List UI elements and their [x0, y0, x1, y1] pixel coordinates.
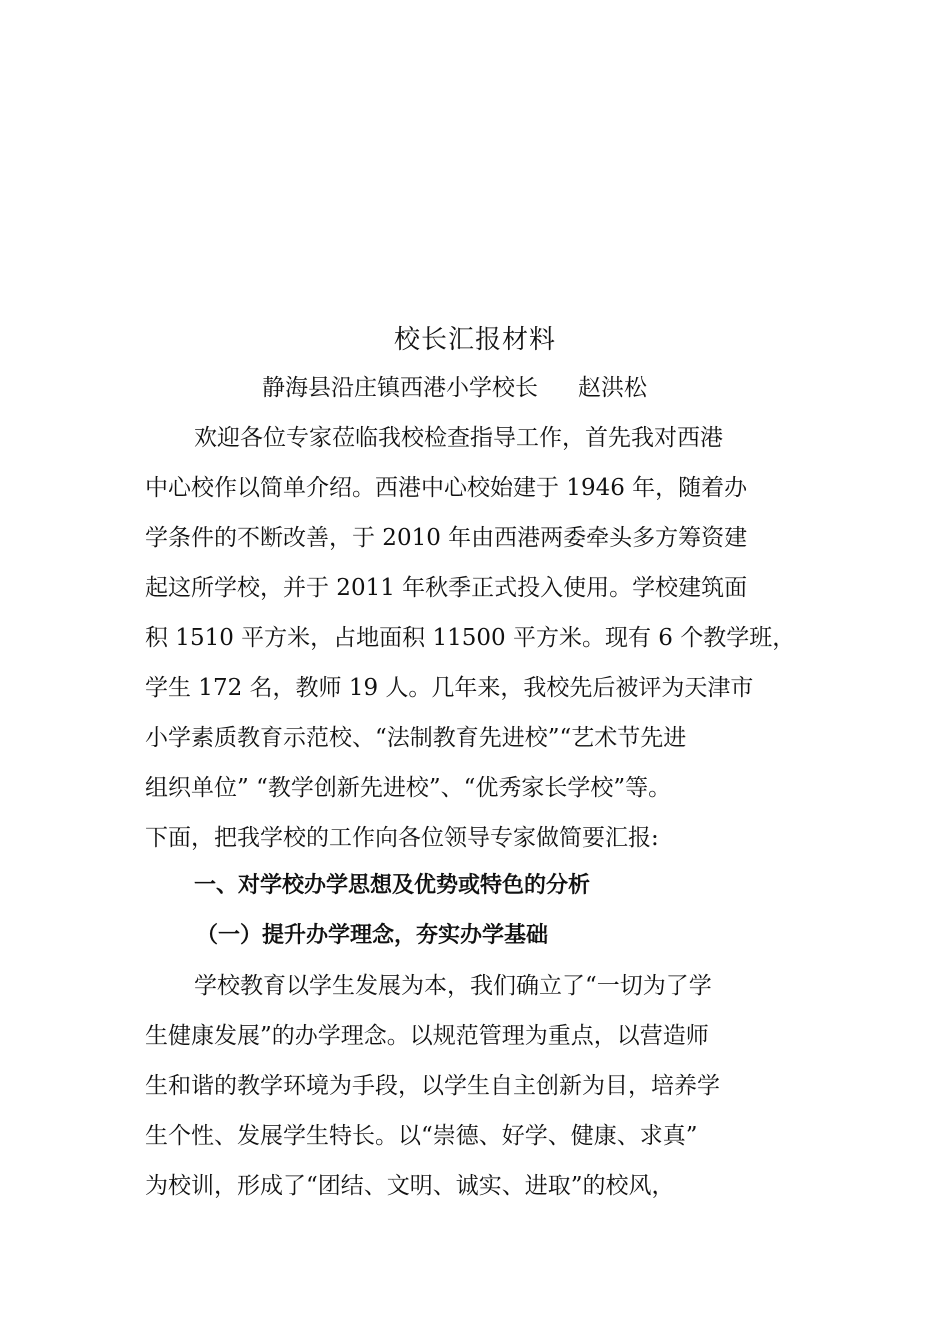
body-line: 学校教育以学生发展为本，我们确立了“一切为了学 [194, 973, 712, 999]
intro-line: 积 1510 平方米，占地面积 11500 平方米。现有 6 个教学班， [145, 625, 796, 651]
intro-line: 欢迎各位专家莅临我校检查指导工作，首先我对西港 [194, 425, 723, 451]
intro-line: 起这所学校，并于 2011 年秋季正式投入使用。学校建筑面 [145, 575, 748, 601]
intro-line: 学生 172 名，教师 19 人。几年来，我校先后被评为天津市 [145, 675, 754, 701]
body-line: 生个性、发展学生特长。以“崇德、好学、健康、求真” [145, 1123, 698, 1149]
intro-line: 学条件的不断改善，于 2010 年由西港两委牵头多方筹资建 [145, 525, 748, 551]
intro-line: 组织单位” “教学创新先进校”、“优秀家长学校”等。 [145, 775, 672, 801]
intro-line: 小学素质教育示范校、“法制教育先进校”“艺术节先进 [145, 725, 687, 751]
author-line [262, 368, 647, 408]
intro-line: 中心校作以简单介绍。西港中心校始建于 1946 年，随着办 [145, 475, 748, 501]
author-org: 静海县沿庄镇西港小学校长 [262, 375, 538, 401]
section-heading: 一、对学校办学思想及优势或特色的分析 [194, 873, 591, 898]
body-line: 为校训，形成了“团结、文明、诚实、进取”的校风， [145, 1173, 675, 1199]
body-line: 生和谐的教学环境为手段，以学生自主创新为目，培养学 [145, 1073, 720, 1099]
author-name: 赵洪松 [578, 375, 647, 401]
body-line: 生健康发展”的办学理念。以规范管理为重点，以营造师 [145, 1023, 709, 1049]
intro-line: 下面，把我学校的工作向各位领导专家做简要汇报: [145, 825, 659, 851]
document-title: 校长汇报材料 [393, 325, 556, 355]
subsection-heading: （一）提升办学理念，夯实办学基础 [196, 923, 549, 948]
